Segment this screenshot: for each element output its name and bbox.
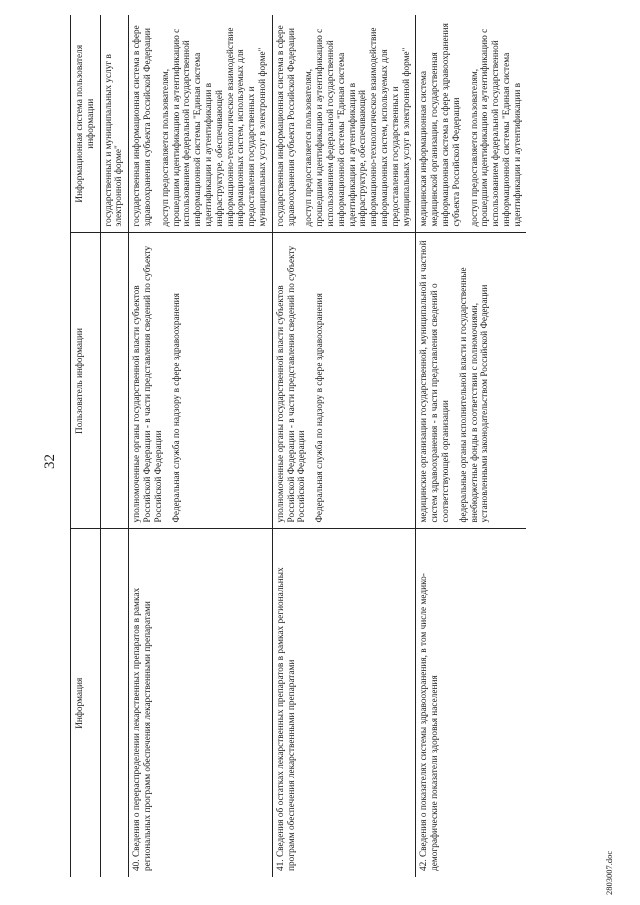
system-text: государственных и муниципальных услуг в электронной форме" [103, 54, 125, 227]
system-text: доступ предоставляется пользователям, прошедшим идентификацию и аутентификацию с использованием федеральной государственной информационной системы "Единая система идентификации и аутентификации в [469, 28, 523, 227]
info-text: 41. Сведения об остатках лекарственных препаратов в рамках региональных программ обеспечения лекарственными препаратами [275, 567, 297, 871]
file-name-footer: 2803007.doc [604, 850, 614, 895]
user-text: федеральные органы исполнительной власти и государственные внебюджетные фонды в соответствии с полномочиями, установленными законодательством Российской Федерации [458, 267, 491, 523]
user-text: уполномоченные органы государственной власти субъектов Российской Федерации - в части представления сведений по субъекту Российской Федерации [132, 245, 164, 523]
info-cell [100, 529, 129, 877]
info-text: 42. Сведения о показателях системы здравоохранения, в том числе медико-демографические показатели здоровья населения [419, 573, 441, 871]
user-text: Федеральная служба по надзору в сфере здравоохранения [171, 293, 182, 523]
system-text: медицинская информационная система медицинской организации, государственная информационная система в сфере здравоохранения субъекта Российской Федерации [419, 23, 462, 227]
table-row [129, 15, 273, 877]
user-text: Федеральная служба по надзору в сфере здравоохранения [315, 293, 326, 523]
table-row [416, 15, 527, 877]
table-row [272, 15, 416, 877]
user-text: уполномоченные органы государственной власти субъектов Российской Федерации - в части представления сведений по субъекту Российской Федерации [275, 245, 308, 523]
user-cell [129, 233, 273, 529]
info-cell [272, 529, 416, 877]
page-number: 32 [42, 454, 58, 469]
system-text: доступ предоставляется пользователям, прошедшим идентификацию и аутентификацию с использованием федеральной государственной информационной системы "Единая система идентификации и аутентификации в инфраструктуре, обеспечивающей информационно-технологическое взаимодействие информационных систем, используемых для предоставления государственных и муниципальных услуг в электронной форме" [304, 27, 412, 227]
user-cell [416, 233, 527, 529]
header-system: Информационная система пользователя информации [71, 15, 101, 233]
system-cell [272, 15, 416, 233]
header-user: Пользователь информации [71, 233, 101, 529]
info-cell [416, 529, 527, 877]
system-text: государственная информационная система в сфере здравоохранения субъекта Российской Федерации [132, 25, 153, 227]
user-cell [272, 233, 416, 529]
info-cell [129, 529, 273, 877]
user-cell [100, 233, 129, 529]
user-text: медицинские организации государственной, муниципальной и частной систем здравоохранения - в части представления сведений о соответствующей организации [419, 240, 451, 523]
info-table [70, 15, 526, 877]
system-cell [100, 15, 129, 233]
info-text: 40. Сведения о перераспределении лекарственных препаратов в рамках региональных программ обеспечения лекарственными препаратами [132, 587, 153, 871]
system-cell [416, 15, 527, 233]
system-cell [129, 15, 273, 233]
table-header-row [71, 15, 101, 877]
header-info: Информация [71, 529, 101, 877]
system-text: доступ предоставляется пользователям, прошедшим идентификацию и аутентификацию с использованием федеральной государственной информационной системы "Единая система идентификации и аутентификации в инфраструктуре, обеспечивающей информационно-технологическое взаимодействие информационных систем, используемых для предоставления государственных и муниципальных услуг в электронной форме" [160, 27, 268, 227]
system-text: государственная информационная система в сфере здравоохранения субъекта Российской Федерации [275, 25, 297, 227]
table-row [100, 15, 129, 877]
